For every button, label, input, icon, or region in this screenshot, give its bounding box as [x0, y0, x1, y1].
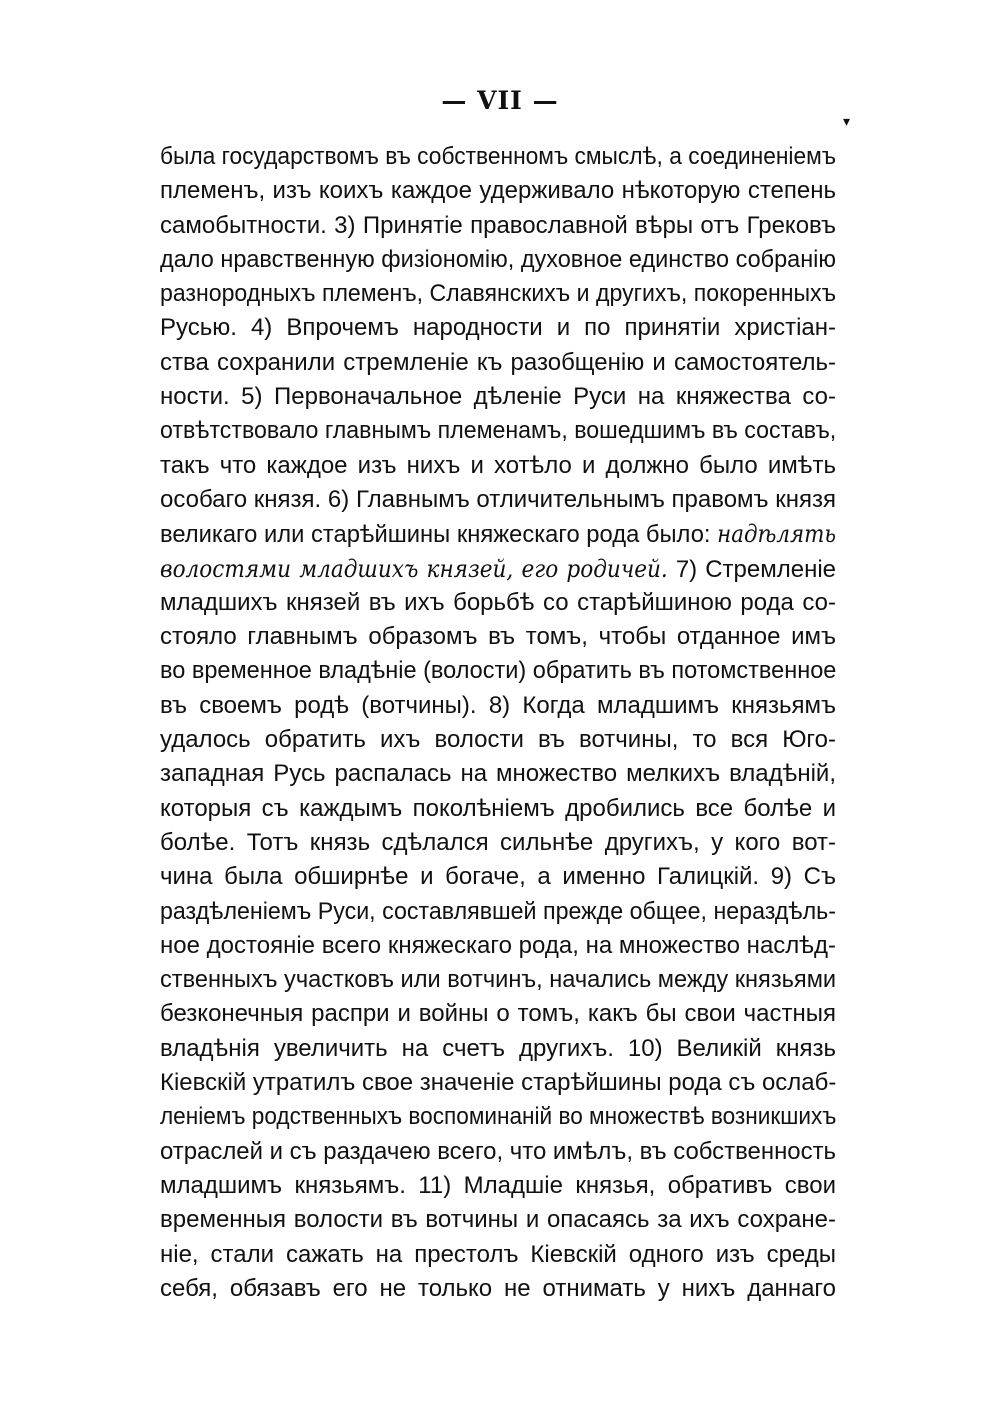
text-line: дало нравственную физіономію, духовное единство собранію	[160, 245, 836, 273]
page-number: — VII —	[441, 86, 559, 115]
text-line: которыя съ каждымъ поколѣніемъ дробились все болѣе и	[160, 794, 836, 822]
text-line: чина была обширнѣе и богаче, а именно Галицкій. 9) Съ	[160, 863, 836, 891]
text-line: разнородныхъ племенъ, Славянскихъ и другихъ, покоренныхъ	[160, 280, 836, 308]
text-line: удалось обратить ихъ волости въ вотчины, то вся Юго-	[160, 726, 836, 754]
text-line: племенъ, изъ коихъ каждое удерживало нѣкоторую степень	[160, 177, 836, 205]
text-line: Русью. 4) Впрочемъ народности и по принятіи христіан-	[160, 314, 836, 342]
text-line	[160, 552, 836, 586]
text-line: отраслей и съ раздачею всего, что имѣлъ, въ собственность	[160, 1137, 836, 1165]
text-line-italic: надѣлять	[717, 520, 836, 549]
text-line: въ своемъ родѣ (вотчины). 8) Когда младшимъ князьямъ	[160, 691, 836, 719]
text-line: Кіевскій утратилъ свое значеніе старѣйшины рода съ ослаб-	[160, 1069, 837, 1097]
text-line: самобытности. 3) Принятіе православной вѣры отъ Грековъ	[160, 211, 836, 239]
text-line: отвѣтствовало главнымъ племенамъ, вошедшимъ въ составъ,	[160, 417, 837, 445]
text-line-italic: волостями младшихъ князей, его родичей.	[160, 554, 668, 583]
body-text	[160, 140, 836, 1306]
text-line: стояло главнымъ образомъ въ томъ, чтобы отданное имъ	[160, 623, 836, 651]
text-line: себя, обязавъ его не только не отнимать у нихъ даннаго	[160, 1274, 836, 1302]
text-line: младшихъ князей въ ихъ борьбѣ со старѣйшиною рода со-	[160, 588, 836, 616]
text-line: леніемъ родственныхъ воспоминаній во множествѣ возникшихъ	[160, 1103, 837, 1131]
text-line	[160, 517, 836, 551]
text-line-regular: великаго или старѣйшины княжескаго рода было:	[160, 521, 718, 549]
text-line: ніе, стали сажать на престолъ Кіевскій одного изъ среды	[160, 1240, 836, 1268]
text-line: такъ что каждое изъ нихъ и хотѣло и должно было имѣть	[160, 451, 836, 479]
text-line: безконечныя распри и войны о томъ, какъ бы свои частныя	[160, 1000, 836, 1028]
text-line: младшимъ князьямъ. 11) Младшіе князья, обративъ свои	[160, 1171, 836, 1199]
ink-speck: ▾	[843, 114, 851, 130]
text-line: ственныхъ участковъ или вотчинъ, начались между князьями	[160, 966, 837, 994]
text-line: была государствомъ въ собственномъ смыслѣ, а соединеніемъ	[160, 143, 836, 170]
text-line-regular: 7) Стремленіе	[667, 555, 837, 583]
text-line: ности. 5) Первоначальное дѣленіе Руси на княжества со-	[160, 383, 836, 411]
text-line: во временное владѣніе (волости) обратить въ потомственное	[160, 657, 837, 685]
text-line: ства сохранили стремленіе къ разобщенію и самостоятель-	[160, 348, 836, 376]
text-line: раздѣленіемъ Руси, составлявшей прежде общее, нераздѣль-	[160, 897, 836, 925]
text-line: временныя волости въ вотчины и опасаясь за ихъ сохране-	[160, 1206, 836, 1234]
text-line: болѣе. Тотъ князь сдѣлался сильнѣе другихъ, у кого вот-	[160, 828, 836, 856]
text-line: владѣнія увеличить на счетъ другихъ. 10) Великій князь	[160, 1034, 836, 1062]
text-line: западная Русь распалась на множество мелкихъ владѣній,	[160, 760, 836, 788]
text-line: особаго князя. 6) Главнымъ отличительнымъ правомъ князя	[160, 485, 836, 513]
text-line: ное достояніе всего княжескаго рода, на множество наслѣд-	[160, 931, 836, 959]
